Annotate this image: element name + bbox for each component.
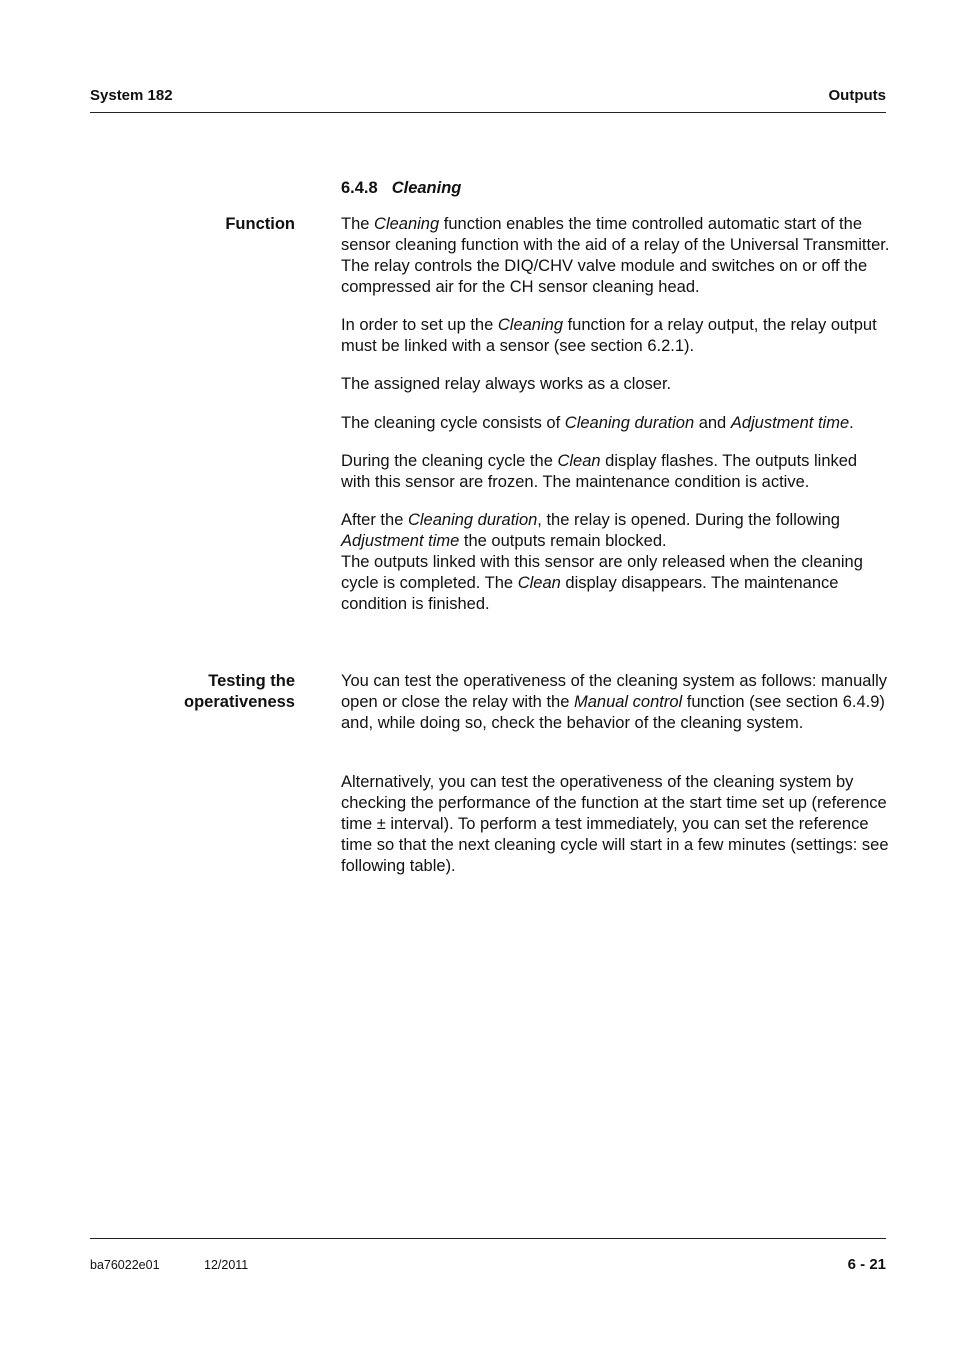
function-paragraph-5: During the cleaning cycle the Clean display flashes. The outputs linked with this sensor are frozen. The maintenance condition is active. <box>341 452 858 491</box>
function-paragraph-1: The Cleaning function enables the time controlled automatic start of the sensor cleaning function with the aid of a relay of the Universal Transmitter. The relay controls the DIQ/CHV valve module and switches on or off the compressed air for the CH sensor cleaning head. <box>341 215 890 296</box>
function-paragraph-6: After the Cleaning duration, the relay is opened. During the following Adjustment time the outputs remain blocked. The outputs linked with this sensor are only released when the cleaning cycle is completed. The Clean display disappears. The maintenance condition is finished. <box>341 511 863 613</box>
testing-label: Testing the operativeness <box>184 672 295 711</box>
footer-date: 12/2011 <box>204 1258 249 1272</box>
function-paragraph-2: In order to set up the Cleaning function for a relay output, the relay output must be linked with a sensor (see section 6.2.1). <box>341 316 877 355</box>
page-number: 6 - 21 <box>847 1256 886 1273</box>
function-paragraph-4: The cleaning cycle consists of Cleaning duration and Adjustment time. <box>341 414 854 432</box>
footer-document-id: ba76022e01 <box>90 1258 160 1272</box>
function-paragraph-3: The assigned relay always works as a closer. <box>341 375 672 393</box>
footer-rule <box>90 1238 886 1239</box>
section-number: 6.4.8 <box>341 179 378 197</box>
testing-paragraph-1: You can test the operativeness of the cleaning system as follows: manually open or close the relay with the Manual control function (see section 6.4.9) and, while doing so, check the behavior of the cleaning system. <box>341 672 888 732</box>
testing-paragraph-2: Alternatively, you can test the operativeness of the cleaning system by checking the performance of the function at the start time set up (reference time ± interval). To perform a test immediately, you can set the reference time so that the next cleaning cycle will start in a few minutes (settings: see following table). <box>341 773 889 875</box>
header-rule <box>90 112 886 113</box>
function-label: Function <box>225 215 295 233</box>
section-title: Cleaning <box>391 179 462 197</box>
running-header-left: System 182 <box>90 87 173 104</box>
running-header-right: Outputs <box>828 87 886 104</box>
section-heading <box>341 178 461 198</box>
